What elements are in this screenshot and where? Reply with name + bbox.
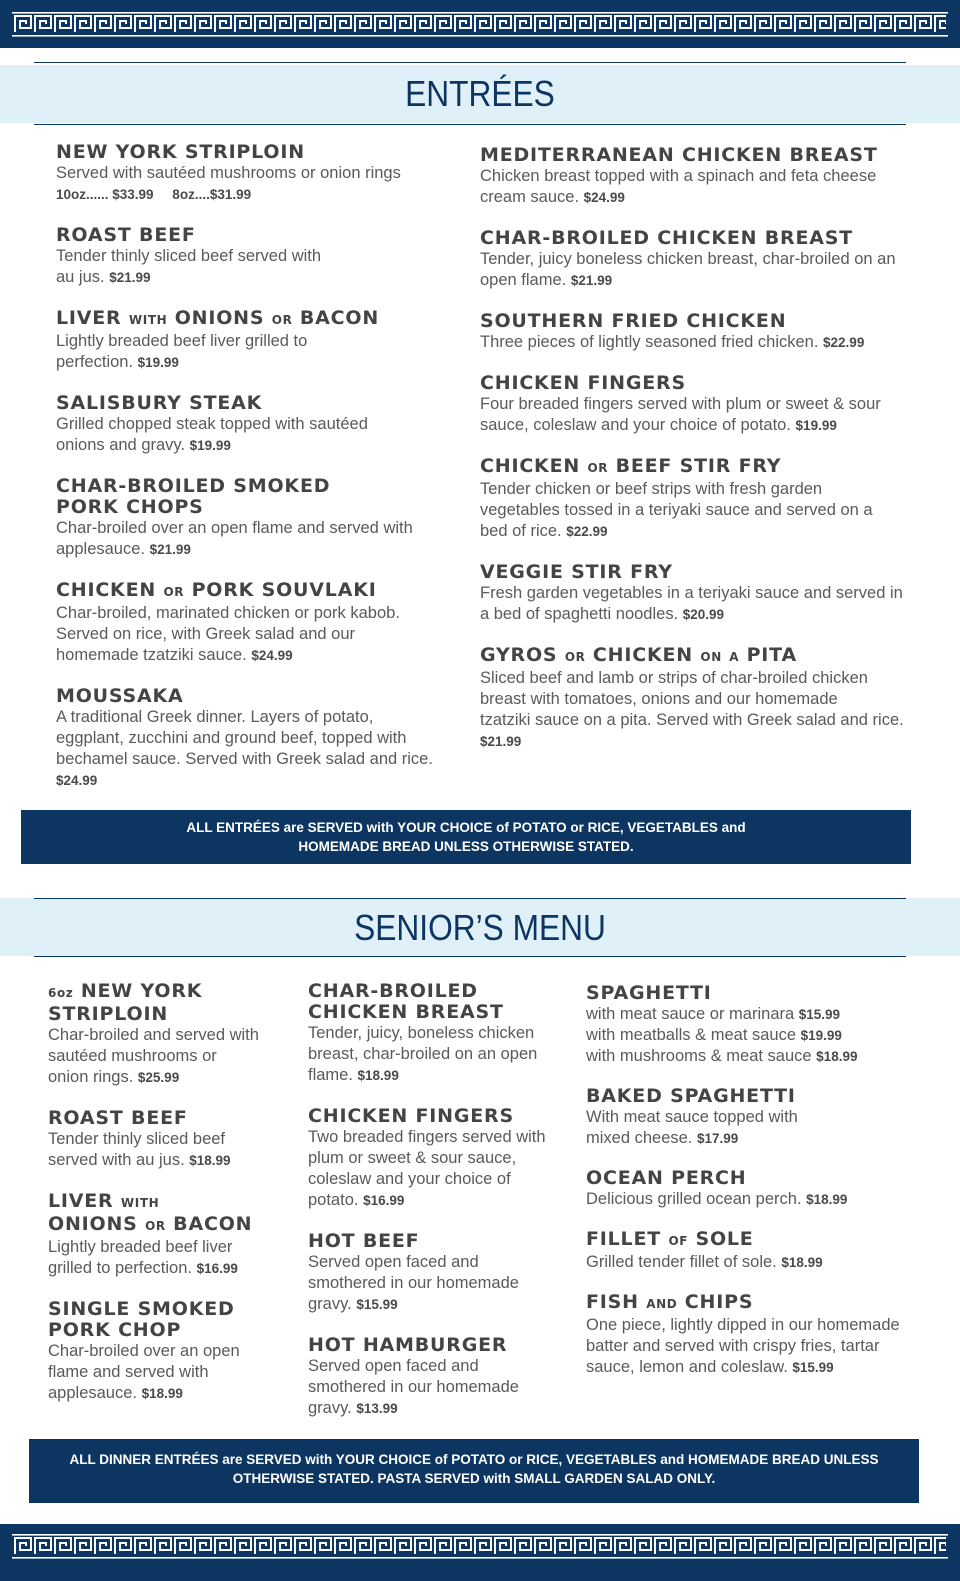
item-price: $13.99 xyxy=(356,1401,398,1416)
item-price: $18.99 xyxy=(141,1386,183,1401)
item-description: Served with sautéed mushrooms or onion rings 10oz...... $33.99 8oz....$31.99 xyxy=(56,164,401,202)
entrees-left-column xyxy=(56,142,456,791)
item-price: $17.99 xyxy=(696,1131,739,1146)
menu-item xyxy=(56,476,456,560)
item-price: $19.99 xyxy=(795,418,837,433)
menu-item xyxy=(480,645,930,752)
menu-item xyxy=(48,1299,298,1404)
menu-item xyxy=(48,981,298,1088)
item-price: $22.99 xyxy=(823,335,865,350)
item-description: Grilled chopped steak topped with sautéed onions and gravy. $19.99 xyxy=(56,415,368,454)
item-price: $18.99 xyxy=(357,1068,399,1083)
item-name: CHICKEN OR BEEF STIR FRY xyxy=(480,455,782,477)
item-name: CHICKEN FINGERS xyxy=(308,1105,514,1127)
item-description: Char-broiled, marinated chicken or pork kabob. Served on rice, with Greek salad and our homemade tzatziki sauce. $24.99 xyxy=(56,604,400,664)
item-price: $15.99 xyxy=(356,1297,398,1312)
item-name: 6oz NEW YORK STRIPLOIN xyxy=(48,980,203,1025)
menu-item xyxy=(480,456,930,542)
entrees-header xyxy=(0,65,960,123)
item-name: LIVER WITH ONIONS OR BACON xyxy=(48,1190,253,1235)
item-price: $18.99 xyxy=(189,1153,231,1168)
item-price: $25.99 xyxy=(137,1070,180,1085)
item-description: Fresh garden vegetables in a teriyaki sauce and served in a bed of spaghetti noodles. $20.99 xyxy=(480,584,903,623)
item-name: MEDITERRANEAN CHICKEN BREAST xyxy=(480,144,878,166)
item-description: Four breaded fingers served with plum or sweet & sour sauce, coleslaw and your choice of potato. $19.99 xyxy=(480,395,881,434)
menu-item xyxy=(480,228,930,291)
item-name: GYROS OR CHICKEN ON A PITA xyxy=(480,644,797,666)
item-name: BAKED SPAGHETTI xyxy=(586,1085,796,1107)
menu-item xyxy=(56,686,456,791)
item-price: $24.99 xyxy=(56,773,98,788)
item-price: $15.99 xyxy=(792,1360,834,1375)
menu-item xyxy=(586,1292,936,1378)
menu-item xyxy=(308,981,578,1086)
menu-item xyxy=(56,225,456,288)
senior-column-3 xyxy=(586,983,936,1378)
item-price: $19.99 xyxy=(189,438,231,453)
name-connector: OF xyxy=(668,1234,689,1248)
name-connector: A xyxy=(729,650,740,664)
name-connector: OR xyxy=(145,1219,166,1233)
item-name: SINGLE SMOKED PORK CHOP xyxy=(48,1298,235,1341)
menu-item xyxy=(586,1168,936,1210)
item-price: $20.99 xyxy=(682,607,725,622)
item-name: CHICKEN FINGERS xyxy=(480,372,686,394)
item-description: Tender chicken or beef strips with fresh garden vegetables tossed in a teriyaki sauce and served on a bed of rice. $22.99 xyxy=(480,480,873,540)
item-price: $24.99 xyxy=(583,190,625,205)
item-name: HOT BEEF xyxy=(308,1230,420,1252)
item-price: $19.99 xyxy=(800,1028,842,1043)
item-name: ROAST BEEF xyxy=(56,224,196,246)
item-description: Served open faced and smothered in our homemade gravy. $13.99 xyxy=(308,1357,519,1417)
item-price: $21.99 xyxy=(149,542,191,557)
name-connector: 6oz xyxy=(48,986,74,1000)
name-connector: WITH xyxy=(120,1196,160,1210)
greek-key-pattern xyxy=(0,0,960,48)
item-description: Three pieces of lightly seasoned fried chicken. $22.99 xyxy=(480,333,865,351)
item-price: $21.99 xyxy=(570,273,613,288)
item-name: CHAR-BROILED SMOKED PORK CHOPS xyxy=(56,475,331,518)
name-connector: WITH xyxy=(128,313,168,327)
menu-item xyxy=(586,1229,936,1273)
item-name: FILLET OF SOLE xyxy=(586,1228,754,1250)
name-connector: AND xyxy=(646,1297,678,1311)
item-description: Grilled tender fillet of sole. $18.99 xyxy=(586,1253,823,1271)
entrees-right-column xyxy=(480,145,930,752)
item-description: Tender, juicy boneless chicken breast, char-broiled on an open flame. $21.99 xyxy=(480,250,896,289)
item-price: $18.99 xyxy=(816,1049,858,1064)
item-description: Tender, juicy, boneless chicken breast, char-broiled on an open flame. $18.99 xyxy=(308,1024,538,1084)
item-name: MOUSSAKA xyxy=(56,685,184,707)
item-description: Char-broiled over an open flame and served with applesauce. $21.99 xyxy=(56,519,413,558)
menu-item xyxy=(56,580,456,666)
menu-item xyxy=(308,1106,578,1211)
item-price: $21.99 xyxy=(109,270,151,285)
senior-header xyxy=(0,898,960,956)
menu-item xyxy=(308,1335,578,1419)
menu-item xyxy=(586,983,936,1067)
name-connector: ON xyxy=(700,650,722,664)
senior-column-1 xyxy=(48,981,298,1404)
item-price: 10oz...... $33.99 8oz....$31.99 xyxy=(56,187,252,202)
item-description: Two breaded fingers served with plum or sweet & sour sauce, coleslaw and your choice of potato. $16.99 xyxy=(308,1128,546,1209)
item-description: Lightly breaded beef liver grilled to perfection. $16.99 xyxy=(48,1238,238,1277)
item-price: $24.99 xyxy=(251,648,293,663)
item-description: Tender thinly sliced beef served with au jus. $18.99 xyxy=(48,1130,231,1169)
senior-column-2 xyxy=(308,981,578,1419)
entrees-notice: ALL ENTRÉES are SERVED with YOUR CHOICE of POTATO or RICE, VEGETABLES and HOMEMADE BREAD UNLESS OTHERWISE STATED. xyxy=(21,810,911,864)
item-price: $22.99 xyxy=(566,524,608,539)
menu-item xyxy=(308,1231,578,1315)
item-description: One piece, lightly dipped in our homemade batter and served with crispy fries, tartar sauce, lemon and coleslaw. $15.99 xyxy=(586,1316,900,1376)
item-name: SOUTHERN FRIED CHICKEN xyxy=(480,310,787,332)
name-connector: OR xyxy=(271,313,293,327)
item-description: Char-broiled over an open flame and served with applesauce. $18.99 xyxy=(48,1342,240,1402)
item-name: HOT HAMBURGER xyxy=(308,1334,508,1356)
menu-item xyxy=(586,1086,936,1149)
menu-item xyxy=(48,1191,298,1279)
item-description: A traditional Greek dinner. Layers of potato, eggplant, zucchini and ground beef, topped with bechamel sauce. Served with Greek salad and rice. $24.99 xyxy=(56,708,433,788)
top-border-band xyxy=(0,0,960,48)
item-name: SALISBURY STEAK xyxy=(56,392,263,414)
item-description: Delicious grilled ocean perch. $18.99 xyxy=(586,1190,848,1208)
item-name: ROAST BEEF xyxy=(48,1107,188,1129)
item-price: $16.99 xyxy=(196,1261,238,1276)
menu-item xyxy=(480,373,930,436)
item-price: $18.99 xyxy=(806,1192,848,1207)
menu-item xyxy=(56,142,456,205)
item-price: $18.99 xyxy=(781,1255,823,1270)
menu-item xyxy=(480,311,930,353)
item-name: OCEAN PERCH xyxy=(586,1167,747,1189)
item-description: Chicken breast topped with a spinach and feta cheese cream sauce. $24.99 xyxy=(480,167,877,206)
menu-item xyxy=(56,308,456,373)
item-price: $15.99 xyxy=(798,1007,841,1022)
greek-key-pattern xyxy=(0,1524,960,1581)
item-description: Lightly breaded beef liver grilled to perfection. $19.99 xyxy=(56,332,308,371)
item-name: CHAR-BROILED CHICKEN BREAST xyxy=(308,980,504,1023)
senior-notice: ALL DINNER ENTRÉES are SERVED with YOUR CHOICE of POTATO or RICE, VEGETABLES and HOMEMADE BREAD UNLESS OTHERWISE STATED. PASTA SERVED with SMALL GARDEN SALAD ONLY. xyxy=(29,1439,919,1503)
name-connector: OR xyxy=(163,585,185,599)
item-description: Served open faced and smothered in our homemade gravy. $15.99 xyxy=(308,1253,519,1313)
item-price: $16.99 xyxy=(363,1193,405,1208)
item-description: Char-broiled and served with sautéed mushrooms or onion rings. $25.99 xyxy=(48,1026,259,1086)
item-price: $19.99 xyxy=(137,355,179,370)
item-name: SPAGHETTI xyxy=(586,982,712,1004)
menu-item xyxy=(48,1108,298,1171)
item-name: FISH AND CHIPS xyxy=(586,1291,754,1313)
item-name: CHICKEN OR PORK SOUVLAKI xyxy=(56,579,377,601)
item-description: with meat sauce or marinara $15.99 with meatballs & meat sauce $19.99 with mushrooms & meat sauce $18.99 xyxy=(586,1005,858,1065)
item-description: Tender thinly sliced beef served with au jus. $21.99 xyxy=(56,247,322,286)
item-price: $21.99 xyxy=(480,734,522,749)
menu-item xyxy=(480,562,930,625)
item-description: With meat sauce topped with mixed cheese. $17.99 xyxy=(586,1108,798,1147)
menu-item xyxy=(56,393,456,456)
item-description: Sliced beef and lamb or strips of char-broiled chicken breast with tomatoes, onions and our homemade tzatziki sauce on a pita. Served with Greek salad and rice. $21.99 xyxy=(480,669,904,749)
name-connector: OR xyxy=(564,650,586,664)
item-name: VEGGIE STIR FRY xyxy=(480,561,673,583)
item-name: LIVER WITH ONIONS OR BACON xyxy=(56,307,380,329)
item-name: CHAR-BROILED CHICKEN BREAST xyxy=(480,227,854,249)
item-name: NEW YORK STRIPLOIN xyxy=(56,141,305,163)
name-connector: OR xyxy=(587,461,609,475)
senior-title: SENIOR’S MENU xyxy=(354,907,606,948)
bottom-border-band xyxy=(0,1524,960,1581)
entrees-title: ENTRÉES xyxy=(405,73,555,114)
menu-item xyxy=(480,145,930,208)
